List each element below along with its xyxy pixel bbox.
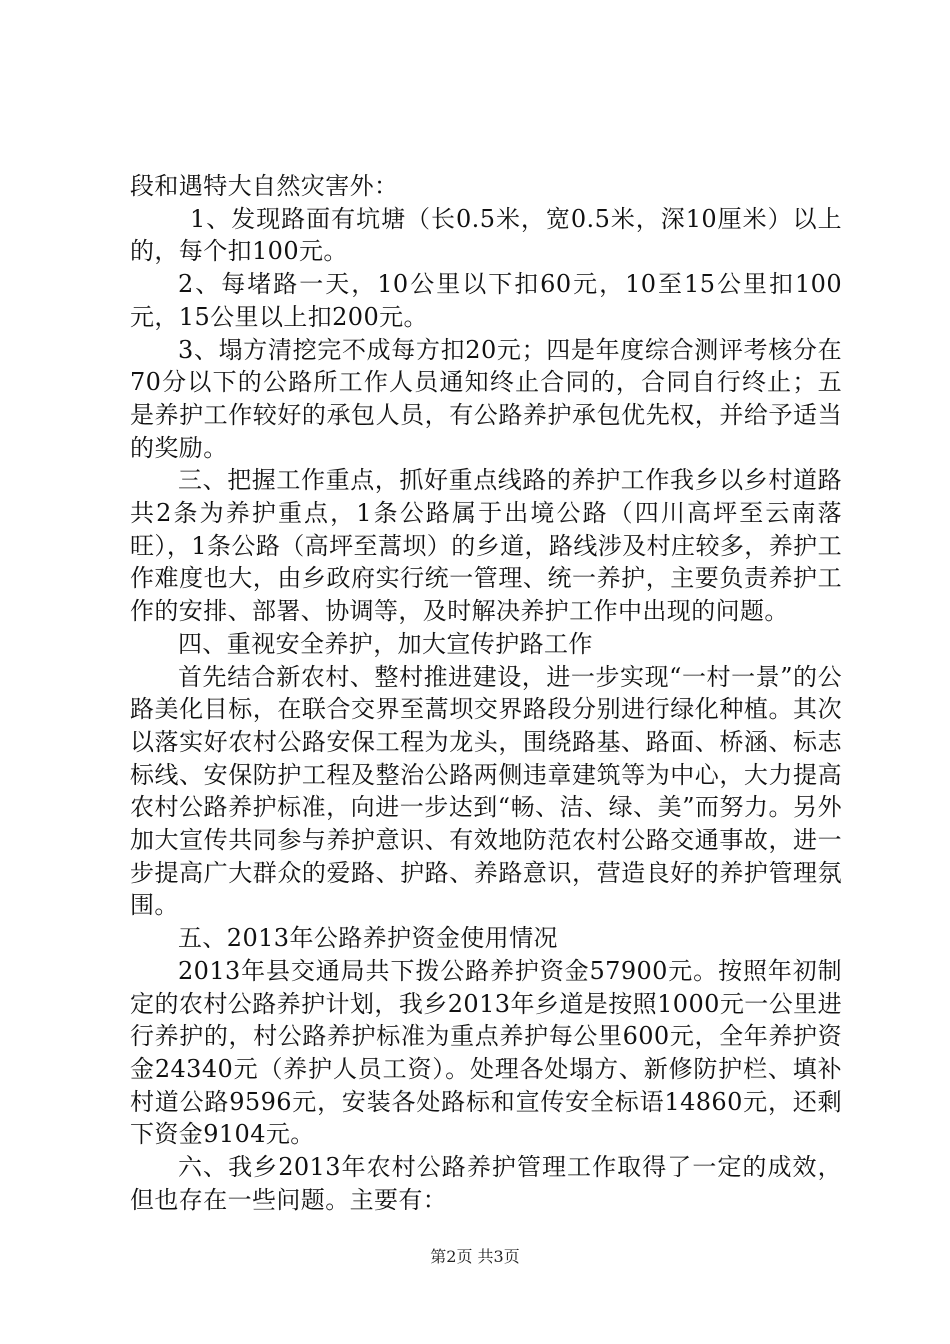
heading-section-4: 四、重视安全养护，加大宣传护路工作 bbox=[178, 629, 593, 658]
document-body bbox=[130, 170, 842, 1217]
paragraph-section-6: 六、我乡2013年农村公路养护管理工作取得了一定的成效，但也存在一些问题。主要有： bbox=[130, 1153, 842, 1214]
paragraph-section-4: 首先结合新农村、整村推进建设，进一步实现“一村一景”的公路美化目标，在联合交界至蒿坝交界路段分别进行绿化种植。其次以落实好农村公路安保工程为龙头，围绕路基、路面、桥涵、标志标线、安保防护工程及整治公路两侧违章建筑等为中心，大力提高农村公路养护标准，向进一步达到“畅、洁、绿、美”而努力。另外加大宣传共同参与养护意识、有效地防范农村公路交通事故，进一步提高广大群众的爱路、护路、养路意识，营造良好的养护管理氛围。 bbox=[130, 662, 842, 920]
paragraph-section-3: 三、把握工作重点，抓好重点线路的养护工作我乡以乡村道路共2条为养护重点，1条公路属于出境公路（四川高坪至云南落旺），1条公路（高坪至蒿坝）的乡道，路线涉及村庄较多，养护工作难度也大，由乡政府实行统一管理、统一养护，主要负责养护工作的安排、部署、协调等，及时解决养护工作中出现的问题。 bbox=[130, 466, 842, 626]
heading-section-5: 五、2013年公路养护资金使用情况 bbox=[178, 924, 558, 953]
page-footer: 第2页 共3页 bbox=[430, 1247, 520, 1266]
paragraph-item-3: 3、塌方清挖完不成每方扣20元；四是年度综合测评考核分在70分以下的公路所工作人员通知终止合同的，合同自行终止；五是养护工作较好的承包人员，有公路养护承包优先权，并给予适当的奖励。 bbox=[130, 335, 842, 462]
paragraph-item-2: 2、每堵路一天，10公里以下扣60元，10至15公里扣100元，15公里以上扣200元。 bbox=[130, 270, 842, 331]
paragraph-continuation: 段和遇特大自然灾害外： bbox=[130, 172, 399, 200]
paragraph-section-5: 2013年县交通局共下拨公路养护资金57900元。按照年初制定的农村公路养护计划，我乡2013年乡道是按照1000元一公里进行养护的，村公路养护标准为重点养护每公里600元，全年养护资金24340元（养护人员工资）。处理各处塌方、新修防护栏、填补村道公路9596元，安装各处路标和宣传安全标语14860元，还剩下资金9104元。 bbox=[130, 956, 842, 1149]
paragraph-item-1: 1、发现路面有坑塘（长0.5米，宽0.5米，深10厘米）以上的，每个扣100元。 bbox=[130, 204, 842, 266]
